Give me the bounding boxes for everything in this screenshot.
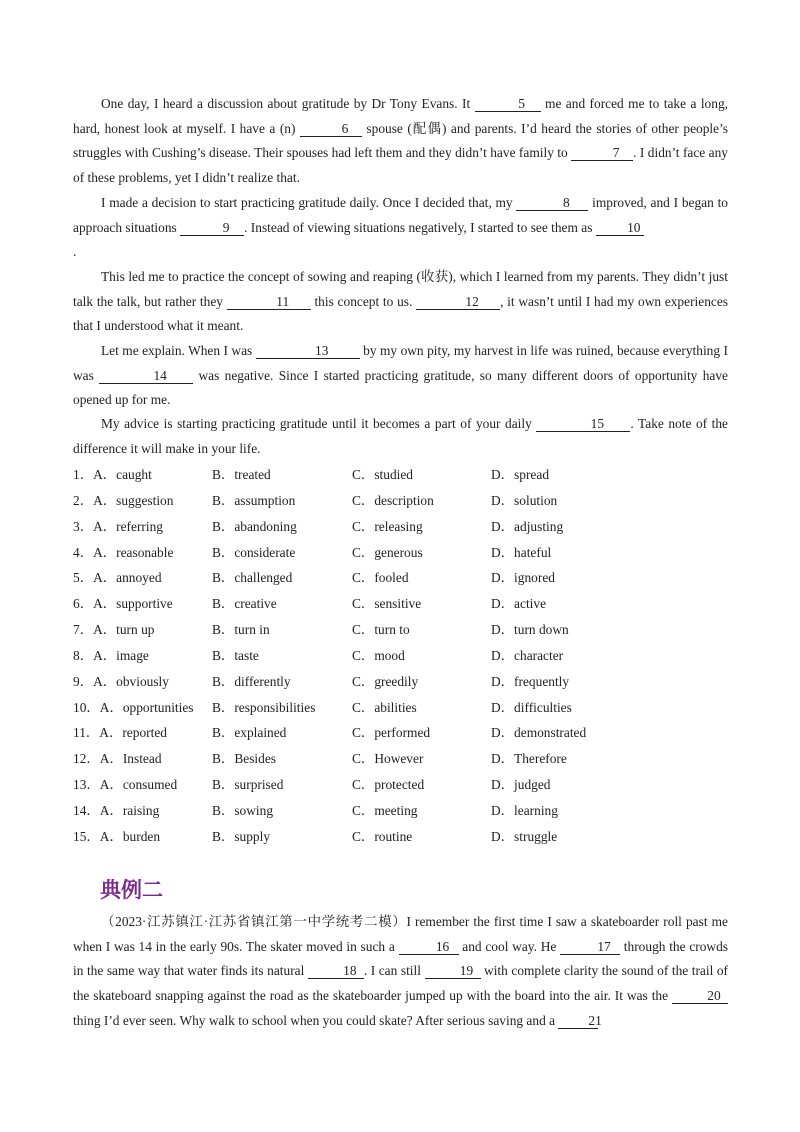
- blank-13: 13: [256, 343, 360, 359]
- blank-5: 5: [475, 96, 541, 112]
- text-run: I made a decision to start practicing gratitude daily. Once I decided that, my: [101, 195, 517, 210]
- option-c: C．studied: [352, 467, 414, 482]
- option-c: C．performed: [352, 725, 431, 741]
- text-run: was negative. Since I started practicing gratitude, so many different doors of opportunity have opened up for me.: [73, 367, 728, 408]
- option-row: [73, 643, 728, 669]
- text-run: . I can still: [363, 963, 425, 979]
- option-row: [73, 462, 728, 488]
- example2-paragraph: [73, 910, 728, 1034]
- blank-21: 21: [558, 1013, 598, 1029]
- text-run: One day, I heard a discussion about gratitude by Dr Tony Evans. It: [101, 96, 475, 111]
- option-a: 7．A．turn up: [73, 622, 155, 638]
- option-a: 13．A．consumed: [73, 777, 178, 793]
- option-d: D．solution: [491, 492, 558, 508]
- option-d: D．judged: [491, 777, 551, 793]
- text-run: and cool way. He: [458, 938, 561, 954]
- option-b: B．responsibilities: [212, 699, 316, 715]
- option-d: D．struggle: [491, 828, 558, 844]
- option-c: C．mood: [352, 647, 405, 663]
- option-c: C．description: [352, 492, 434, 508]
- answer-options: [73, 462, 728, 850]
- option-d: D．frequently: [491, 673, 570, 689]
- option-b: B．sowing: [212, 802, 274, 818]
- option-d: D．adjusting: [491, 518, 564, 534]
- option-d: D．turn down: [491, 622, 569, 638]
- blank-16: 16: [399, 939, 459, 955]
- option-row: [73, 824, 728, 850]
- option-b: B．creative: [212, 596, 277, 612]
- option-a: 14．A．raising: [73, 802, 160, 818]
- blank-6: 6: [300, 121, 362, 137]
- option-a: 9．A．obviously: [73, 673, 169, 689]
- text-run: .: [73, 244, 77, 260]
- option-b: B．supply: [212, 828, 271, 844]
- option-b: B．challenged: [212, 570, 293, 586]
- passage-paragraph-1: [73, 92, 728, 191]
- option-row: [73, 720, 728, 746]
- text-run: . Instead of viewing situations negatively, I started to see them as: [244, 219, 596, 235]
- option-c: C．meeting: [352, 802, 418, 818]
- passage-paragraph-3: [73, 265, 728, 339]
- option-d: D．character: [491, 647, 564, 663]
- option-b: B．Besides: [212, 751, 276, 767]
- text-run: me and forced me to take a long, hard, honest look at myself. I have a (n): [73, 96, 728, 136]
- option-c: C．protected: [352, 777, 425, 793]
- text-run: . I didn’t face any of these problems, yet I didn’t realize that.: [73, 145, 728, 186]
- option-c: C．greedily: [352, 673, 419, 689]
- blank-12: 12: [416, 294, 500, 310]
- blank-17: 17: [560, 939, 620, 955]
- option-a: 8．A．image: [73, 647, 149, 663]
- blank-18: 18: [308, 963, 364, 979]
- blank-10: 10: [596, 220, 644, 236]
- option-row: [73, 695, 728, 721]
- option-c: C．sensitive: [352, 596, 422, 612]
- option-c: C．turn to: [352, 622, 410, 638]
- option-row: [73, 540, 728, 566]
- option-row: [73, 617, 728, 643]
- option-row: [73, 669, 728, 695]
- blank-15: 15: [536, 416, 630, 432]
- option-a: 5．A．annoyed: [73, 570, 162, 586]
- option-d: D．demonstrated: [491, 725, 587, 741]
- blank-20: 20: [672, 988, 728, 1004]
- text-run: My advice is starting practicing gratitude until it becomes a part of your daily: [101, 416, 537, 431]
- text-run: improved, and I began to approach situations: [73, 195, 728, 235]
- option-d: D．ignored: [491, 570, 555, 586]
- option-a: 12．A．Instead: [73, 751, 162, 767]
- option-c: C．routine: [352, 828, 413, 844]
- blank-8: 8: [516, 195, 588, 211]
- text-run: （2023·江苏镇江·江苏省镇江第一中学统考二模）I remember the first time I saw a skateboarder roll past me when I was 14 in the early 90s. The skater moved in such a: [73, 914, 728, 954]
- blank-9: 9: [180, 220, 244, 236]
- option-row: [73, 591, 728, 617]
- option-row: [73, 772, 728, 798]
- option-row: [73, 514, 728, 540]
- text-run: Let me explain. When I was: [101, 343, 256, 358]
- blank-19: 19: [425, 963, 481, 979]
- passage-paragraph-5: [73, 412, 728, 461]
- text-run: through the crowds in the same way that water finds its natural: [73, 938, 728, 979]
- text-run: with complete clarity the sound of the trail of the skateboard snapping against the road as the skateboarder jumped up with the board into the air. It was the: [73, 963, 728, 1004]
- text-run: . Take note of the difference it will make in your life.: [73, 416, 729, 456]
- passage-paragraph-2: [73, 191, 728, 265]
- option-b: B．considerate: [212, 544, 296, 560]
- option-b: B．turn in: [212, 622, 270, 638]
- text-run: This led me to practice the concept of sowing and reaping (收获), which I learned from my parents. They didn’t just talk the talk, but rather they: [73, 269, 728, 309]
- text-run: , it wasn’t until I had my own experiences that I understood what it meant.: [73, 293, 728, 334]
- option-c: C．However: [352, 751, 424, 767]
- option-d: D．spread: [491, 467, 550, 482]
- section-heading: 典例二: [100, 878, 163, 902]
- option-b: B．differently: [212, 673, 291, 689]
- option-b: B．assumption: [212, 492, 296, 508]
- option-b: B．abandoning: [212, 518, 297, 534]
- option-row: [73, 746, 728, 772]
- option-b: B．explained: [212, 725, 287, 741]
- option-c: C．releasing: [352, 518, 423, 534]
- text-run: thing I’d ever seen. Why walk to school when you could skate? After serious saving and a: [73, 1012, 559, 1028]
- option-d: D．active: [491, 596, 547, 612]
- text-run: this concept to us.: [310, 293, 417, 309]
- text-run: by my own pity, my harvest in life was ruined, because everything I was: [73, 343, 728, 383]
- option-b: B．surprised: [212, 777, 284, 793]
- option-d: D．hateful: [491, 544, 552, 560]
- option-a: 1．A．caught: [73, 467, 152, 482]
- option-a: 2．A．suggestion: [73, 492, 174, 508]
- blank-11: 11: [227, 294, 311, 310]
- option-d: D．Therefore: [491, 751, 567, 767]
- blank-7: 7: [571, 145, 633, 161]
- option-row: [73, 565, 728, 591]
- option-a: 6．A．supportive: [73, 596, 173, 612]
- option-c: C．fooled: [352, 570, 409, 586]
- option-d: D．difficulties: [491, 699, 572, 715]
- option-a: 3．A．referring: [73, 518, 163, 534]
- option-row: [73, 798, 728, 824]
- option-c: C．abilities: [352, 699, 417, 715]
- option-c: C．generous: [352, 544, 423, 560]
- option-a: 10．A．opportunities: [73, 699, 194, 715]
- option-a: 4．A．reasonable: [73, 544, 174, 560]
- blank-14: 14: [99, 368, 193, 384]
- option-row: [73, 488, 728, 514]
- option-a: 15．A．burden: [73, 828, 161, 844]
- text-run: spouse (配偶) and parents. I’d heard the stories of other people’s struggles with Cushing’s disease. Their spouses had left them and they didn’t have family to: [73, 120, 728, 161]
- passage-paragraph-4: [73, 339, 728, 413]
- option-d: D．learning: [491, 802, 558, 818]
- option-b: B．taste: [212, 647, 259, 663]
- option-a: 11．A．reported: [73, 725, 167, 741]
- option-b: B．treated: [212, 467, 271, 482]
